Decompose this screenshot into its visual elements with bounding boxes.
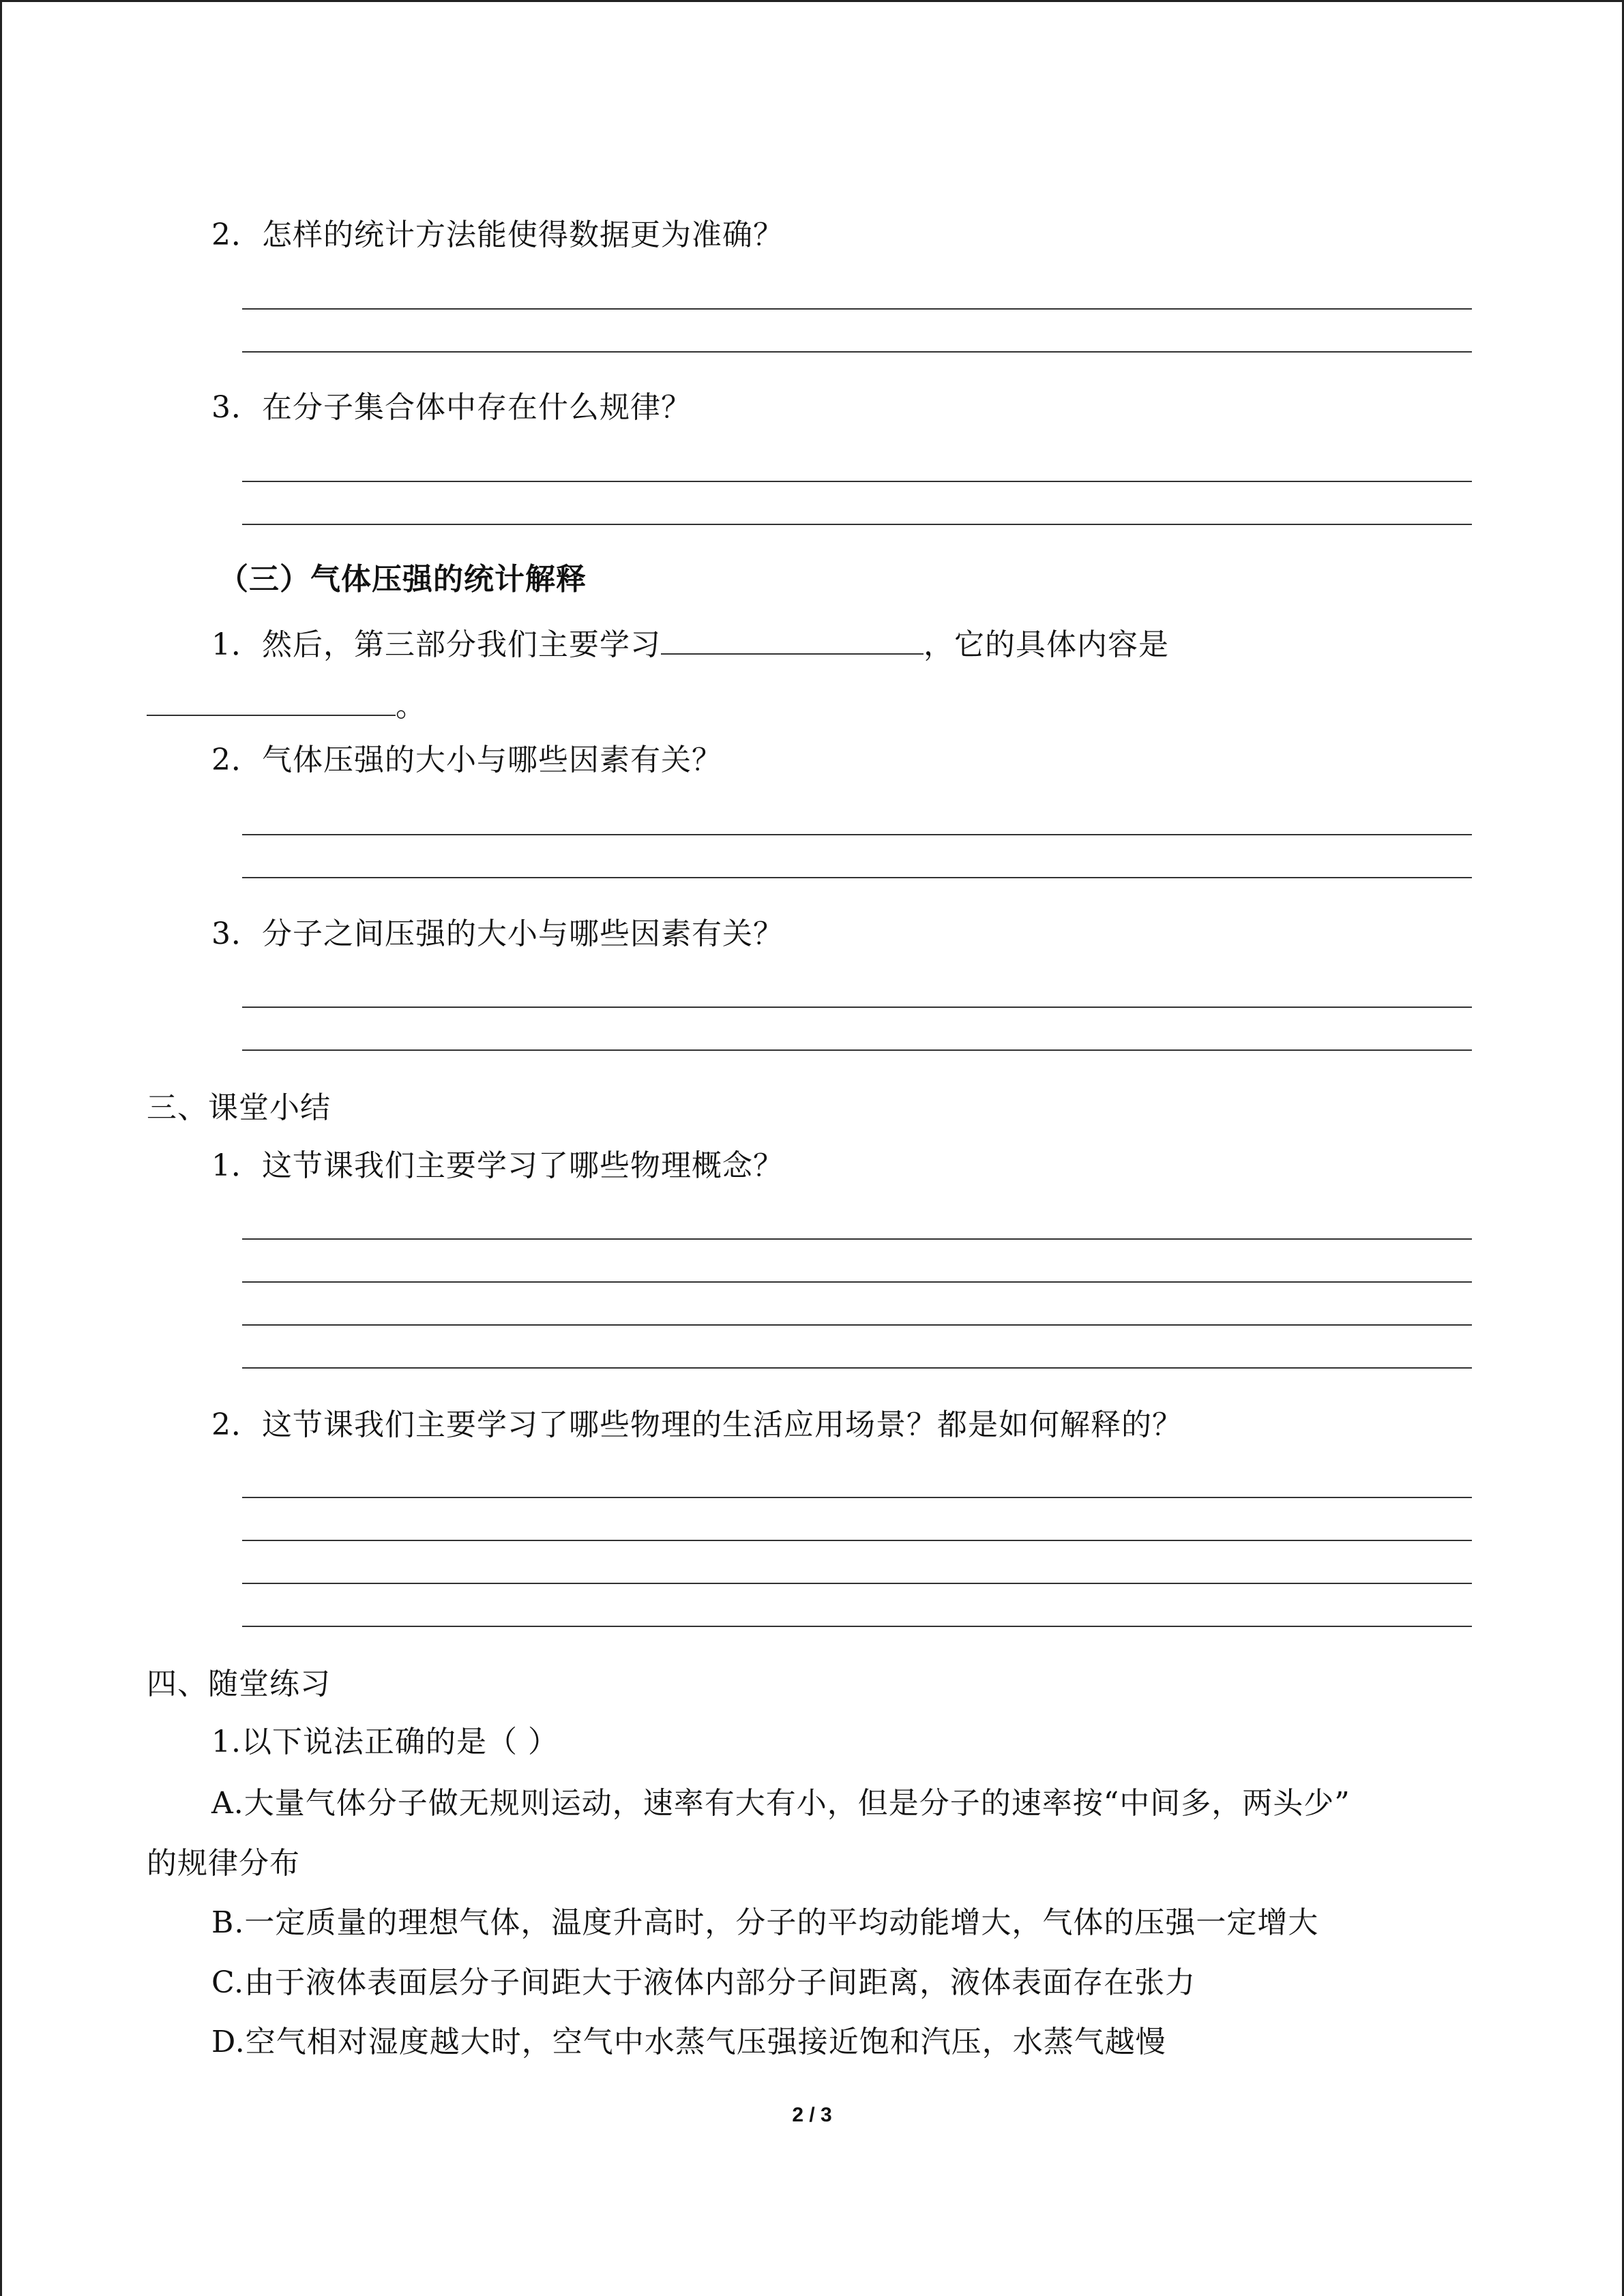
answer-line[interactable] — [242, 1281, 1472, 1283]
question-1-fill-blank — [211, 621, 1169, 666]
question-1-text-end: 。 — [396, 689, 426, 724]
answer-line[interactable] — [242, 308, 1472, 310]
option-c[interactable]: C.由于液体表面层分子间距大于液体内部分子间距离，液体表面存在张力 — [211, 1965, 1196, 2000]
section-heading-gas-pressure: （三）气体压强的统计解释 — [218, 562, 587, 597]
answer-line[interactable] — [242, 1324, 1472, 1326]
answer-line[interactable] — [242, 1049, 1472, 1051]
question-2-gas-pressure-factors: 2．气体压强的大小与哪些因素有关？ — [211, 743, 722, 777]
page-number: 2 / 3 — [792, 2104, 832, 2126]
section-heading-summary: 三、课堂小结 — [147, 1090, 331, 1125]
answer-line[interactable] — [242, 877, 1472, 878]
answer-line[interactable] — [242, 481, 1472, 482]
option-a-line-2[interactable]: 的规律分布 — [147, 1846, 300, 1881]
question-3-molecular-pressure: 3．分子之间压强的大小与哪些因素有关？ — [211, 916, 784, 951]
answer-line[interactable] — [242, 1583, 1472, 1584]
question-2-statistics: 2．怎样的统计方法能使得数据更为准确？ — [211, 218, 784, 252]
answer-line[interactable] — [242, 1497, 1472, 1498]
question-3-molecular-law: 3．在分子集合体中存在什么规律？ — [211, 390, 692, 425]
answer-line[interactable] — [242, 524, 1472, 525]
fill-blank-content[interactable] — [147, 682, 396, 716]
fill-blank-topic[interactable] — [661, 621, 924, 655]
practice-question-1: 1.以下说法正确的是（ ） — [211, 1725, 559, 1759]
option-a-line-1[interactable]: A.大量气体分子做无规则运动，速率有大有小，但是分子的速率按“中间多，两头少” — [211, 1786, 1350, 1821]
answer-line[interactable] — [242, 1367, 1472, 1369]
summary-question-1: 1．这节课我们主要学习了哪些物理概念？ — [211, 1148, 784, 1183]
answer-line[interactable] — [242, 351, 1472, 353]
answer-line[interactable] — [242, 1238, 1472, 1240]
question-1-text-middle: ，它的具体内容是 — [924, 627, 1169, 662]
question-1-continuation — [147, 682, 426, 727]
answer-line[interactable] — [242, 834, 1472, 835]
answer-line[interactable] — [242, 1626, 1472, 1627]
option-b[interactable]: B.一定质量的理想气体，温度升高时，分子的平均动能增大，气体的压强一定增大 — [211, 1905, 1319, 1940]
section-heading-practice: 四、随堂练习 — [147, 1667, 331, 1701]
option-d[interactable]: D.空气相对湿度越大时，空气中水蒸气压强接近饱和汽压，水蒸气越慢 — [211, 2025, 1166, 2059]
answer-line[interactable] — [242, 1007, 1472, 1008]
summary-question-2: 2．这节课我们主要学习了哪些物理的生活应用场景？都是如何解释的？ — [211, 1407, 1183, 1442]
question-1-text-start: 1．然后，第三部分我们主要学习 — [211, 627, 661, 662]
answer-line[interactable] — [242, 1540, 1472, 1541]
